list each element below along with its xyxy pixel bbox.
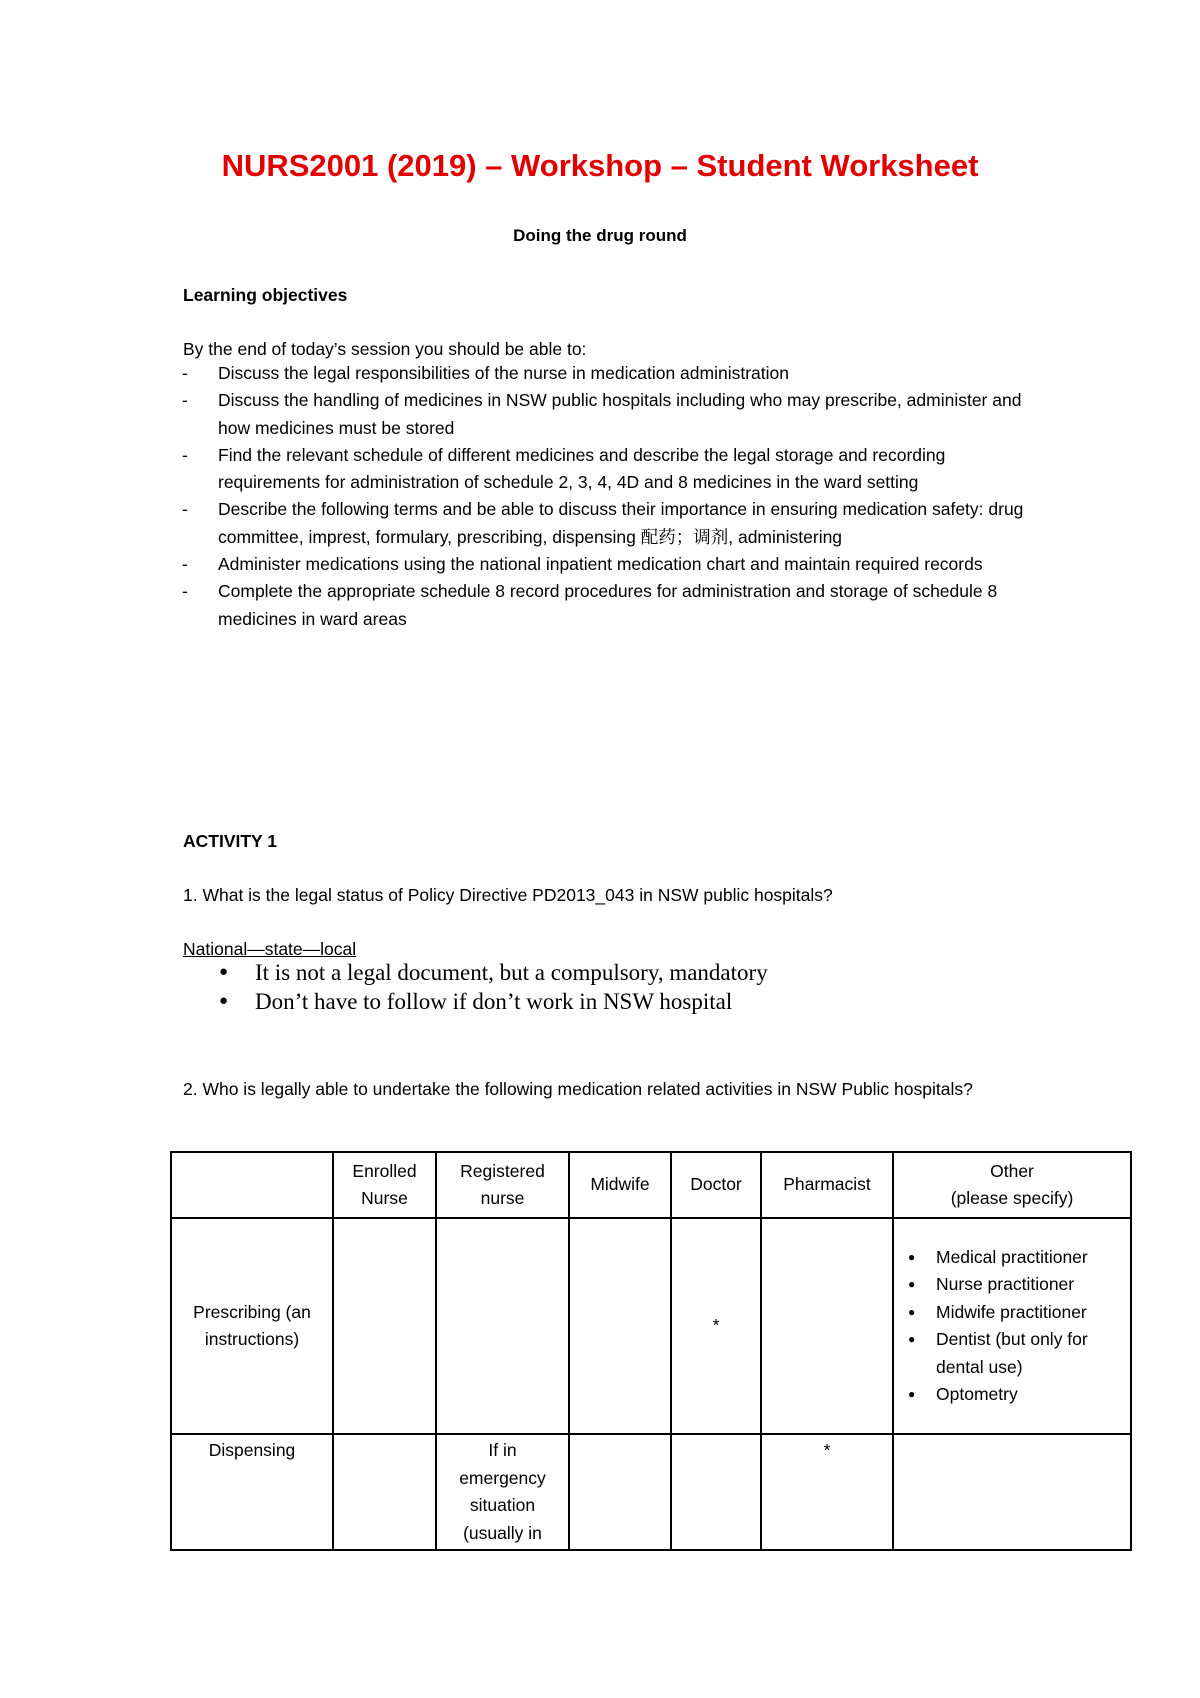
page-title: NURS2001 (2019) – Workshop – Student Worksheet — [221, 148, 979, 183]
activity-heading: ACTIVITY 1 — [183, 831, 278, 851]
cell-enrolled — [333, 1218, 436, 1434]
cell-other — [893, 1218, 1131, 1434]
other-list-item: ● Medical practitioner — [936, 1244, 1124, 1272]
table-row — [171, 1218, 1131, 1434]
answer-item: ● Don’t have to follow if don’t work in NSW hospital — [255, 987, 768, 1016]
cell-doctor — [671, 1434, 761, 1550]
table-header-enrolled: Enrolled Nurse — [333, 1152, 436, 1218]
table-header-registered: Registered nurse — [436, 1152, 569, 1218]
cell-pharmacist — [761, 1218, 893, 1434]
cell-enrolled — [333, 1434, 436, 1550]
table-header-other — [893, 1152, 1131, 1218]
answer-item: ● It is not a legal document, but a compulsory, mandatory — [255, 958, 768, 987]
question-2: 2. Who is legally able to undertake the following medication related activities in NSW Public hospitals? — [183, 1079, 973, 1099]
table-header-row — [171, 1152, 1131, 1218]
row-label: Prescribing (an instructions) — [171, 1218, 333, 1434]
cell-registered: If in emergency situation (usually in — [436, 1434, 569, 1550]
objective-item: - Describe the following terms and be able to discuss their importance in ensuring medication safety: drug committee, imprest, formulary, prescribing, dispensing 配药；调剂, administering — [218, 496, 1038, 551]
question-1-answers — [255, 958, 768, 1016]
question-1: 1. What is the legal status of Policy Directive PD2013_043 in NSW public hospitals? — [183, 885, 833, 905]
table-header-pharmacist: Pharmacist — [761, 1152, 893, 1218]
cell-midwife — [569, 1218, 671, 1434]
objective-item: - Discuss the legal responsibilities of the nurse in medication administration — [218, 360, 1038, 387]
page-subtitle: Doing the drug round — [513, 226, 687, 245]
table-header-doctor: Doctor — [671, 1152, 761, 1218]
table-header-other-line1: Other — [990, 1160, 1034, 1181]
other-list-item: ● Optometry — [936, 1381, 1124, 1409]
question-1-note: National—state—local — [183, 939, 357, 959]
other-list-item: ● Midwife practitioner — [936, 1299, 1124, 1327]
cell-midwife — [569, 1434, 671, 1550]
table-row — [171, 1434, 1131, 1550]
objective-item: - Find the relevant schedule of different medicines and describe the legal storage and recording requirements for administration of schedule 2, 3, 4, 4D and 8 medicines in the ward setting — [218, 442, 1038, 497]
row-label: Dispensing — [171, 1434, 333, 1550]
table-header-other-line2: (please specify) — [950, 1188, 1074, 1208]
cell-registered — [436, 1218, 569, 1434]
other-list-item: ● Dentist (but only for dental use) — [936, 1326, 1124, 1381]
cell-doctor: * — [671, 1218, 761, 1434]
other-list — [900, 1244, 1124, 1409]
other-list-item: ● Nurse practitioner — [936, 1271, 1124, 1299]
objectives-heading: Learning objectives — [183, 285, 348, 305]
roles-table — [170, 1151, 1132, 1551]
objective-item: - Administer medications using the national inpatient medication chart and maintain required records — [218, 551, 1038, 578]
table-header-empty — [171, 1152, 333, 1218]
table-header-midwife: Midwife — [569, 1152, 671, 1218]
objectives-intro: By the end of today’s session you should be able to: — [183, 339, 587, 359]
objectives-list — [218, 360, 1038, 633]
objective-item: - Complete the appropriate schedule 8 record procedures for administration and storage of schedule 8 medicines in ward areas — [218, 578, 1038, 633]
objective-item: - Discuss the handling of medicines in NSW public hospitals including who may prescribe, administer and how medicines must be stored — [218, 387, 1038, 442]
cell-pharmacist: * — [761, 1434, 893, 1550]
cell-other — [893, 1434, 1131, 1550]
